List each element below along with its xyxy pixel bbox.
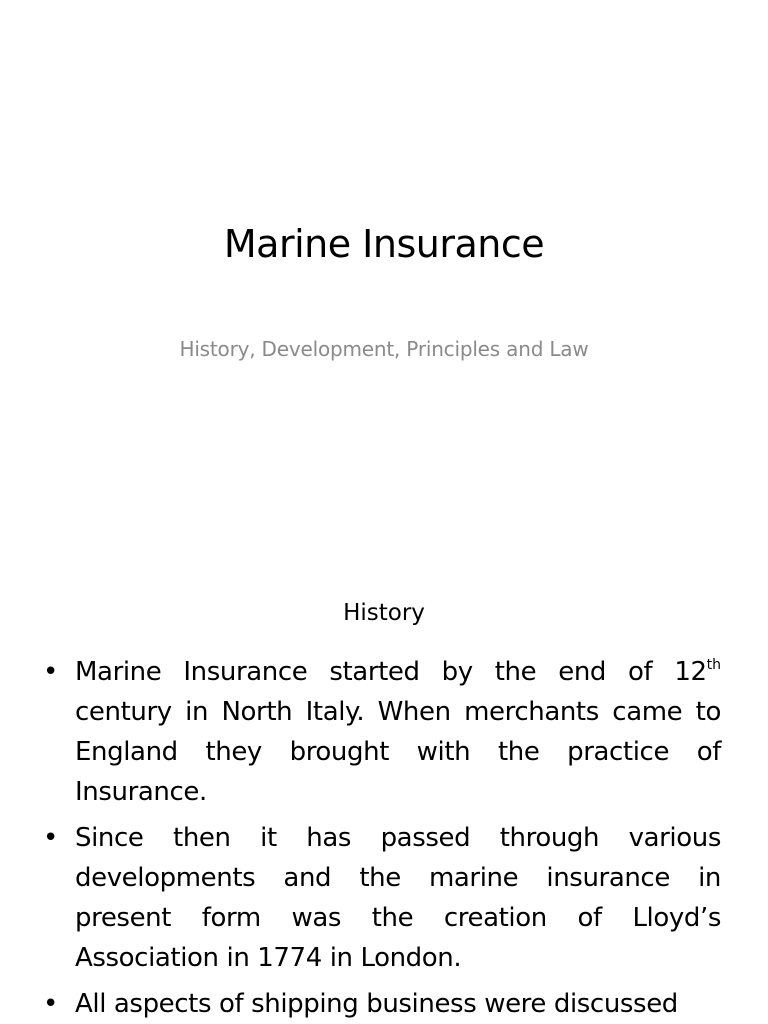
bullet-item [0,818,768,978]
section-heading: History [343,600,425,626]
bullet-text: All aspects of shipping business were discussed [75,989,678,1019]
slide-subtitle: History, Development, Principles and Law [179,337,589,361]
bullet-text-part: Marine Insurance started by the end of 12 [75,657,707,687]
bullet-icon: • [43,657,58,687]
bullet-text: Since then it has passed through various developments and the marine insurance in present form was the creation of Lloyd’s Association in 1774 in London. [75,823,721,973]
bullet-text-part: century in North Italy. When merchants came to England they brought with the practice of Insurance. [75,697,721,807]
bullet-icon: • [43,823,58,853]
bullet-list [0,652,768,1024]
history-slide [0,576,768,1024]
bullet-item [0,984,768,1024]
superscript-ordinal: th [706,657,721,673]
bullet-item [0,652,768,812]
slide-title: Marine Insurance [223,222,545,266]
bullet-icon: • [43,989,58,1019]
